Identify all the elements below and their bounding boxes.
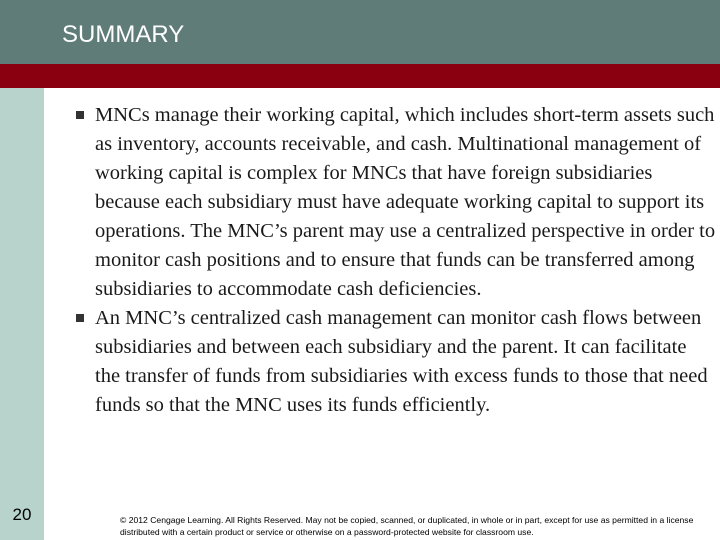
- accent-bar: [0, 64, 720, 88]
- slide-title: SUMMARY: [62, 21, 185, 48]
- page-number: 20: [12, 505, 32, 524]
- square-bullet-icon: [76, 111, 84, 119]
- square-bullet-icon: [76, 314, 84, 322]
- bullet-text: MNCs manage their working capital, which includes short-term assets such as inventory, accounts receivable, and cash. Multinational management of working capital is complex for MNCs that have foreign subsidiaries because each subsidiary must have adequate working capital to support its operations. The MNC’s parent may use a centralized perspective in order to monitor cash positions and to ensure that funds can be transferred among subsidiaries to accommodate cash deficiencies.: [95, 104, 716, 300]
- bullet-item: [76, 304, 716, 420]
- slide-content: [76, 101, 716, 420]
- slide-header: [0, 0, 720, 64]
- bullet-text: An MNC’s centralized cash management can monitor cash flows between subsidiaries and between each subsidiary and the parent. It can facilitate the transfer of funds from subsidiaries with excess funds to those that need funds so that the MNC uses its funds efficiently.: [95, 307, 708, 416]
- copyright-notice: © 2012 Cengage Learning. All Rights Reserved. May not be copied, scanned, or duplicated, in whole or in part, except for use as permitted in a license distributed with a certain product or service or otherwise on a password-protected website for classroom use.: [120, 515, 694, 537]
- bullet-item: [76, 101, 716, 304]
- left-sidebar: [0, 88, 44, 540]
